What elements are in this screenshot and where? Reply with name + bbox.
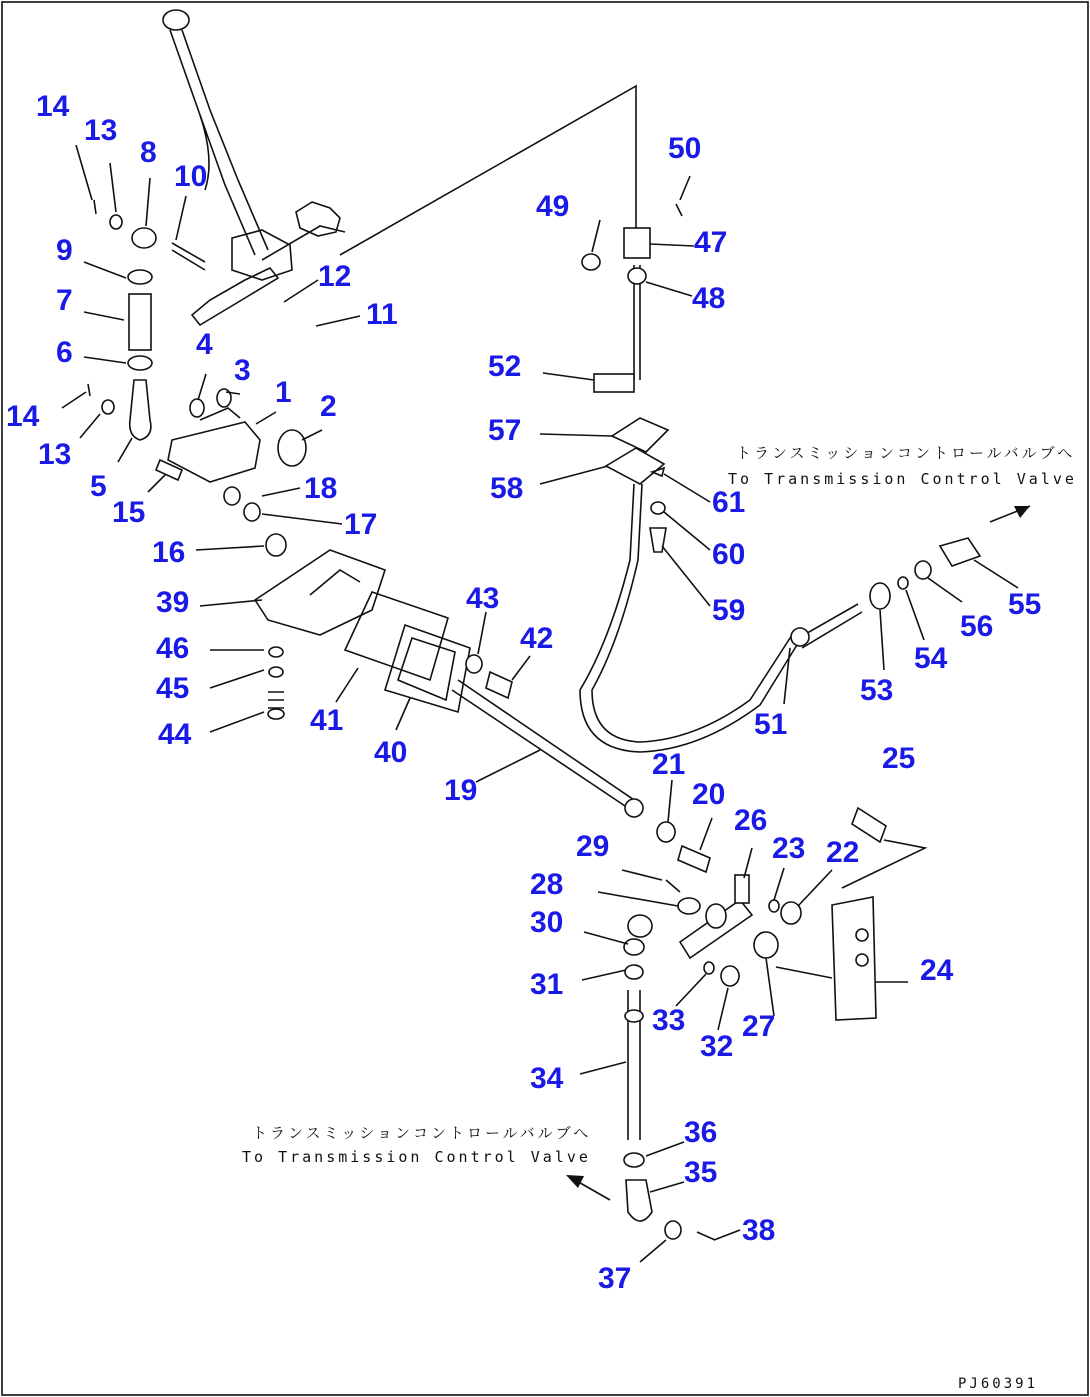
part-label-27: 27	[742, 1010, 776, 1043]
part-label-15: 15	[112, 496, 146, 529]
part-label-17: 17	[344, 508, 378, 541]
part-label-47: 47	[694, 226, 728, 259]
part-callouts	[6, 90, 1041, 1295]
part-label-29: 29	[576, 830, 610, 863]
lower-note-jp: トランスミッションコントロールバルブへ	[252, 1124, 592, 1142]
part-label-30: 30	[530, 906, 564, 939]
part-label-8: 8	[140, 136, 157, 169]
part-label-43: 43	[466, 582, 500, 615]
part-label-34: 34	[530, 1062, 564, 1095]
part-label-61: 61	[712, 486, 746, 519]
part-label-60: 60	[712, 538, 746, 571]
part-label-35: 35	[684, 1156, 718, 1189]
part-label-50: 50	[668, 132, 702, 165]
part-label-53: 53	[860, 674, 894, 707]
part-label-31: 31	[530, 968, 564, 1001]
part-label-57: 57	[488, 414, 522, 447]
lower-note-en: To Transmission Control Valve	[242, 1148, 591, 1166]
part-label-46: 46	[156, 632, 190, 665]
part-label-13-upper: 13	[84, 114, 118, 147]
part-label-38: 38	[742, 1214, 776, 1247]
part-label-26: 26	[734, 804, 768, 837]
part-label-32: 32	[700, 1030, 734, 1063]
part-label-20: 20	[692, 778, 726, 811]
part-label-22: 22	[826, 836, 860, 869]
part-label-37: 37	[598, 1262, 632, 1295]
part-label-28: 28	[530, 868, 564, 901]
part-label-44: 44	[158, 718, 192, 751]
part-label-19: 19	[444, 774, 478, 807]
part-label-54: 54	[914, 642, 948, 675]
part-label-18: 18	[304, 472, 338, 505]
part-label-13-lower: 13	[38, 438, 72, 471]
part-label-42: 42	[520, 622, 554, 655]
part-label-5: 5	[90, 470, 107, 503]
part-label-9: 9	[56, 234, 73, 267]
part-label-40: 40	[374, 736, 408, 769]
drawing-code: PJ60391	[958, 1376, 1039, 1392]
part-label-24: 24	[920, 954, 954, 987]
part-label-58: 58	[490, 472, 524, 505]
part-label-55: 55	[1008, 588, 1042, 621]
part-label-4: 4	[196, 328, 213, 361]
part-label-45: 45	[156, 672, 190, 705]
part-label-21: 21	[652, 748, 686, 781]
part-label-2: 2	[320, 390, 337, 423]
part-label-14-upper: 14	[36, 90, 70, 123]
part-label-39: 39	[156, 586, 190, 619]
part-label-25: 25	[882, 742, 916, 775]
part-label-7: 7	[56, 284, 73, 317]
part-label-51: 51	[754, 708, 788, 741]
part-label-16: 16	[152, 536, 186, 569]
upper-note-en: To Transmission Control Valve	[728, 470, 1077, 488]
part-label-33: 33	[652, 1004, 686, 1037]
part-label-12: 12	[318, 260, 352, 293]
part-label-36: 36	[684, 1116, 718, 1149]
part-label-49: 49	[536, 190, 570, 223]
part-label-56: 56	[960, 610, 994, 643]
part-label-11: 11	[366, 298, 398, 331]
part-label-59: 59	[712, 594, 746, 627]
part-label-41: 41	[310, 704, 344, 737]
part-label-48: 48	[692, 282, 726, 315]
upper-note-jp: トランスミッションコントロールバルブへ	[736, 444, 1076, 462]
part-label-3: 3	[234, 354, 251, 387]
part-label-52: 52	[488, 350, 522, 383]
part-label-1: 1	[275, 376, 292, 409]
part-label-6: 6	[56, 336, 73, 369]
part-label-10: 10	[174, 160, 208, 193]
part-label-23: 23	[772, 832, 806, 865]
part-label-14-lower: 14	[6, 400, 40, 433]
